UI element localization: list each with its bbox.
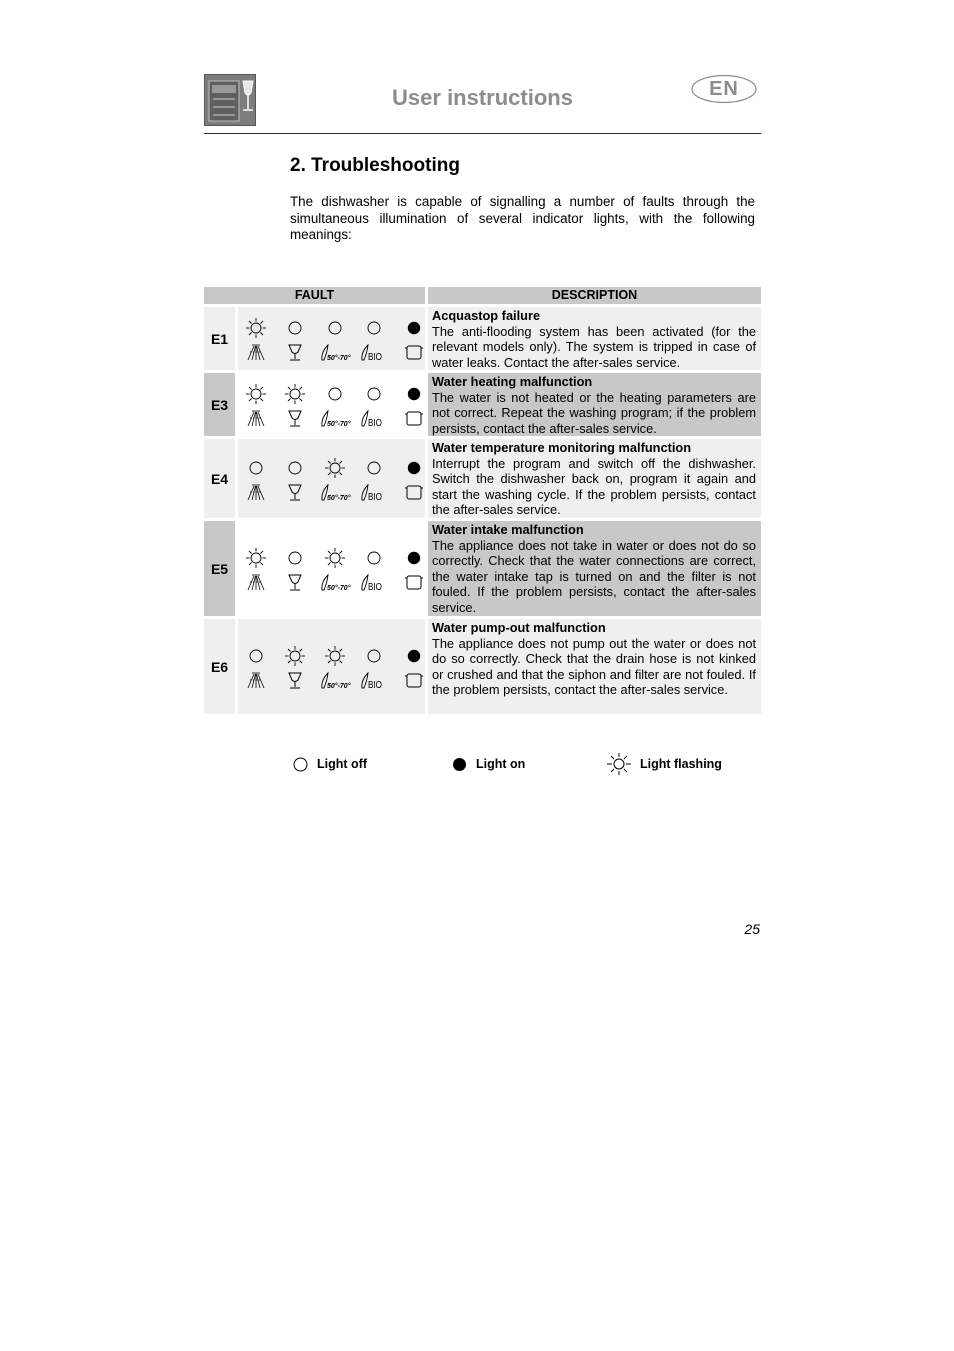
light-flashing-icon bbox=[325, 646, 345, 666]
section-title: 2. Troubleshooting bbox=[290, 155, 460, 176]
fault-code: E6 bbox=[204, 619, 235, 714]
rinse-icon bbox=[248, 485, 264, 500]
fault-description bbox=[428, 439, 761, 518]
fault-description bbox=[428, 521, 761, 616]
legend-light-on bbox=[451, 752, 525, 776]
rinse-icon bbox=[248, 411, 264, 426]
indicator-rinse bbox=[239, 642, 273, 692]
pot-icon bbox=[405, 674, 423, 687]
intro-paragraph: The dishwasher is capable of signalling a number of faults through the simultaneous illumination of several indicator lights, with the following meanings: bbox=[290, 194, 755, 242]
fault-title: Acquastop failure bbox=[432, 308, 541, 323]
indicator-bio-program bbox=[357, 314, 391, 364]
light-on-icon bbox=[408, 387, 420, 399]
indicator-glass bbox=[278, 314, 312, 364]
page-number: 25 bbox=[744, 921, 760, 937]
indicator-lights bbox=[238, 619, 425, 714]
fault-table bbox=[204, 287, 761, 698]
light-off-icon bbox=[289, 552, 301, 564]
fault-code: E4 bbox=[204, 439, 235, 518]
svg-text:BIO: BIO bbox=[368, 679, 383, 691]
glass-icon bbox=[289, 575, 301, 590]
light-off-icon bbox=[368, 552, 380, 564]
glass-icon bbox=[289, 673, 301, 688]
fault-title: Water intake malfunction bbox=[432, 522, 584, 537]
temp-program-icon bbox=[322, 485, 351, 502]
table-row bbox=[204, 307, 761, 370]
fault-title: Water heating malfunction bbox=[432, 374, 593, 389]
bio-program-icon bbox=[362, 575, 382, 593]
light-flashing-icon bbox=[246, 384, 266, 404]
bio-program-icon bbox=[362, 411, 382, 429]
fault-code: E1 bbox=[204, 307, 235, 370]
svg-text:50°-70°: 50°-70° bbox=[327, 494, 351, 502]
light-off-icon bbox=[250, 462, 262, 474]
svg-text:50°-70°: 50°-70° bbox=[327, 354, 351, 362]
temp-program-icon bbox=[322, 673, 351, 690]
indicator-pot bbox=[397, 314, 431, 364]
indicator-glass bbox=[278, 544, 312, 594]
light-flashing-icon bbox=[246, 318, 266, 338]
light-off-icon bbox=[329, 388, 341, 400]
indicator-glass bbox=[278, 380, 312, 430]
indicator-rinse bbox=[239, 454, 273, 504]
indicator-lights bbox=[238, 373, 425, 436]
indicator-bio-program bbox=[357, 454, 391, 504]
header-title: User instructions bbox=[392, 85, 573, 110]
light-on-icon bbox=[408, 649, 420, 661]
indicator-temp-program bbox=[318, 544, 352, 594]
bio-program-icon bbox=[362, 345, 382, 363]
light-off-icon bbox=[289, 462, 301, 474]
indicator-glass bbox=[278, 642, 312, 692]
table-row bbox=[204, 619, 761, 714]
indicator-rinse bbox=[239, 314, 273, 364]
light-off-icon bbox=[368, 322, 380, 334]
legend-light-flashing bbox=[606, 752, 722, 776]
glass-icon bbox=[289, 485, 301, 500]
indicator-pot bbox=[397, 380, 431, 430]
light-off-icon bbox=[292, 756, 309, 773]
light-off-icon bbox=[368, 650, 380, 662]
svg-text:50°-70°: 50°-70° bbox=[327, 420, 351, 428]
indicator-lights bbox=[238, 521, 425, 616]
table-row bbox=[204, 521, 761, 616]
svg-text:BIO: BIO bbox=[368, 581, 383, 593]
light-off-icon bbox=[368, 388, 380, 400]
temp-program-icon bbox=[322, 575, 351, 592]
bio-program-icon bbox=[362, 485, 382, 503]
light-flashing-icon bbox=[325, 458, 345, 478]
fault-text: The anti-flooding system has been activated (for the relevant models only). The system is tripped in case of water leaks. Contact the after-sales service. bbox=[432, 323, 756, 370]
light-off-icon bbox=[329, 322, 341, 334]
legend-off-label: Light off bbox=[317, 757, 367, 771]
legend-light-off bbox=[292, 752, 367, 776]
indicator-rinse bbox=[239, 544, 273, 594]
glass-icon bbox=[289, 345, 301, 360]
pot-icon bbox=[405, 486, 423, 499]
pot-icon bbox=[405, 412, 423, 425]
light-on-icon bbox=[451, 756, 468, 773]
indicator-temp-program bbox=[318, 642, 352, 692]
indicator-lights bbox=[238, 439, 425, 518]
fault-description bbox=[428, 373, 761, 436]
indicator-lights bbox=[238, 307, 425, 370]
light-on-icon bbox=[408, 321, 420, 333]
indicator-temp-program bbox=[318, 454, 352, 504]
fault-text: The appliance does not pump out the water or does not do so correctly. Check that the drain hose is not kinked or crushed and that the siphon and filter are not fouled. If the problem persists, contact the after-sales service. bbox=[432, 635, 756, 698]
fault-code: E5 bbox=[204, 521, 235, 616]
table-row bbox=[204, 373, 761, 436]
page-header bbox=[204, 72, 761, 134]
light-off-icon bbox=[250, 650, 262, 662]
header-fault: FAULT bbox=[204, 287, 425, 304]
fault-code: E3 bbox=[204, 373, 235, 436]
bio-program-icon bbox=[362, 673, 382, 691]
svg-text:BIO: BIO bbox=[368, 417, 383, 429]
fault-title: Water pump-out malfunction bbox=[432, 620, 606, 635]
indicator-temp-program bbox=[318, 314, 352, 364]
language-code: EN bbox=[709, 78, 739, 100]
fault-text: The water is not heated or the heating parameters are not correct. Repeat the washing program; if the problem persists, contact the after-sales service. bbox=[432, 389, 756, 436]
header-description: DESCRIPTION bbox=[428, 287, 761, 304]
indicator-temp-program bbox=[318, 380, 352, 430]
svg-text:50°-70°: 50°-70° bbox=[327, 584, 351, 592]
header-divider bbox=[204, 133, 761, 134]
light-on-icon bbox=[408, 461, 420, 473]
indicator-bio-program bbox=[357, 380, 391, 430]
legend-flashing-label: Light flashing bbox=[640, 757, 722, 771]
light-flashing-icon bbox=[325, 548, 345, 568]
light-off-icon bbox=[289, 322, 301, 334]
table-row bbox=[204, 439, 761, 518]
legend-on-label: Light on bbox=[476, 757, 526, 771]
light-flashing-icon bbox=[285, 384, 305, 404]
indicator-pot bbox=[397, 642, 431, 692]
fault-description bbox=[428, 307, 761, 370]
language-badge bbox=[691, 74, 757, 104]
light-flashing-icon bbox=[606, 752, 632, 776]
indicator-pot bbox=[397, 544, 431, 594]
light-flashing-icon bbox=[246, 548, 266, 568]
svg-text:50°-70°: 50°-70° bbox=[327, 682, 351, 690]
light-flashing-icon bbox=[285, 646, 305, 666]
indicator-bio-program bbox=[357, 642, 391, 692]
indicator-pot bbox=[397, 454, 431, 504]
svg-text:BIO: BIO bbox=[368, 491, 383, 503]
temp-program-icon bbox=[322, 345, 351, 362]
pot-icon bbox=[405, 576, 423, 589]
rinse-icon bbox=[248, 673, 264, 688]
fault-text: Interrupt the program and switch off the dishwasher. Switch the dishwasher back on, program it again and start the washing cycle. If the problem persists, contact the after-sales service. bbox=[432, 455, 756, 518]
table-header bbox=[204, 287, 761, 304]
svg-text:BIO: BIO bbox=[368, 351, 383, 363]
legend bbox=[0, 752, 954, 776]
indicator-bio-program bbox=[357, 544, 391, 594]
glass-icon bbox=[289, 411, 301, 426]
pot-icon bbox=[405, 346, 423, 359]
fault-title: Water temperature monitoring malfunction bbox=[432, 440, 692, 455]
rinse-icon bbox=[248, 575, 264, 590]
temp-program-icon bbox=[322, 411, 351, 428]
fault-description bbox=[428, 619, 761, 714]
light-off-icon bbox=[368, 462, 380, 474]
rinse-icon bbox=[248, 345, 264, 360]
light-on-icon bbox=[408, 551, 420, 563]
indicator-glass bbox=[278, 454, 312, 504]
indicator-rinse bbox=[239, 380, 273, 430]
fault-text: The appliance does not take in water or does not do so correctly. Check that the water connections are correct, the water intake tap is turned on and the filter is not fouled. If the problem persists, contact the after-sales service. bbox=[432, 537, 756, 615]
